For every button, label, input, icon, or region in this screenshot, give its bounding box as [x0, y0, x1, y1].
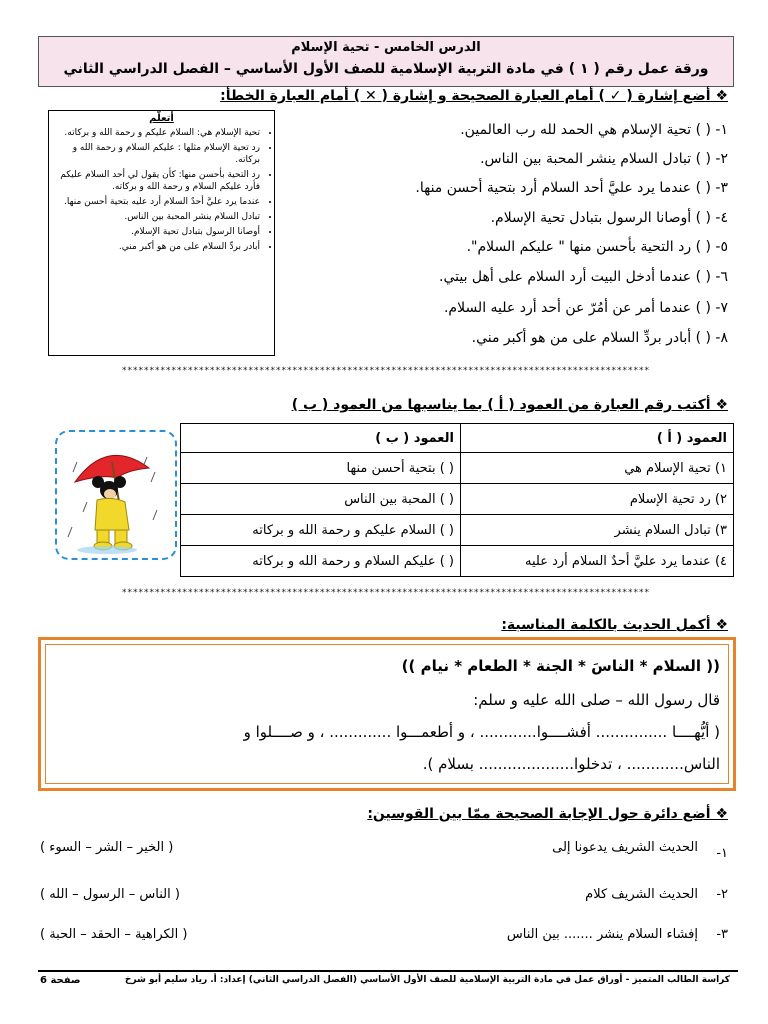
page-number: صفحة 6 — [40, 975, 81, 986]
learn-item: • تبادل السلام ينشر المحبة بين الناس. — [53, 211, 260, 223]
mc-question-text: إفشاء السلام ينشر ....... بين الناس — [506, 927, 698, 942]
section3-title: ❖ أكمل الحديث بالكلمة المناسبة: — [501, 617, 728, 633]
col-a-header: العمود ( أ ) — [461, 424, 734, 453]
tf-item-number: ٨- — [715, 330, 728, 346]
footer-text: كراسة الطالب المتميز - أوراق عمل في مادة التربية الإسلامية للصف الأول الأساسي (الفصل الدراسي الثاني) إعداد: أ. رياد سليم أبو شرخ — [124, 975, 730, 985]
col-b-cell[interactable]: ( ) المحبة بين الناس — [181, 484, 461, 515]
learn-list — [49, 127, 274, 253]
tf-item-number: ٧- — [715, 300, 728, 316]
tf-item-text[interactable]: ( ) عندما يرد عليَّ أحد السلام أرد بتحية أحسن منها. — [415, 180, 711, 196]
tf-item-number: ١- — [715, 122, 728, 138]
table-row — [181, 484, 734, 515]
table-row — [181, 515, 734, 546]
col-b-header: العمود ( ب ) — [181, 424, 461, 453]
mc-question-number: ٢- — [716, 887, 728, 902]
match-table — [180, 423, 734, 577]
tf-item-number: ٦- — [715, 269, 728, 285]
tf-item-text[interactable]: ( ) أوصانا الرسول بتبادل تحية الإسلام. — [490, 210, 711, 226]
mc-choices[interactable]: ( الكراهية – الحقد – الحبة ) — [40, 927, 188, 942]
learn-box — [48, 110, 275, 356]
word-bank: (( السلام * الناسَ * الجنة * الطعام * نيام )) — [401, 657, 720, 675]
tf-item-text[interactable]: ( ) تحية الإسلام هي الحمد لله رب العالمين. — [460, 122, 711, 138]
learn-item: • أبادر بردِّ السلام على من هو أكبر مني. — [53, 241, 260, 253]
tf-item-number: ٤- — [715, 210, 728, 226]
tf-item-text[interactable]: ( ) عندما أدخل البيت أرد السلام على أهل بيتي. — [439, 269, 711, 285]
tf-item — [444, 300, 728, 316]
col-a-cell: ١) تحية الإسلام هي — [461, 453, 734, 484]
learn-box-title: أتعلّم — [149, 113, 174, 124]
tf-item-number: ٢- — [715, 151, 728, 167]
tf-item — [472, 330, 728, 346]
hadith-box — [38, 637, 736, 791]
col-a-cell: ٢) رد تحية الإسلام — [461, 484, 734, 515]
cartoon-illustration-icon — [57, 432, 175, 558]
col-a-cell: ٣) تبادل السلام ينشر — [461, 515, 734, 546]
mc-choices[interactable]: ( الناس – الرسول – الله ) — [40, 887, 180, 902]
lesson-title: الدرس الخامس - تحية الإسلام — [291, 40, 481, 55]
mc-question-text: الحديث الشريف يدعونا إلى — [552, 840, 698, 855]
table-header-row — [181, 424, 734, 453]
col-a-cell: ٤) عندما يرد عليَّ أحدٌ السلام أرد عليه — [461, 546, 734, 577]
worksheet-title: ورقة عمل رقم ( ١ ) في مادة التربية الإسلامية للصف الأول الأساسي – الفصل الدراسي الثاني — [63, 61, 709, 77]
mc-choices[interactable]: ( الخير – الشر – السوء ) — [40, 840, 174, 855]
col-b-cell[interactable]: ( ) السلام عليكم و رحمة الله و بركاته — [181, 515, 461, 546]
tf-item — [491, 210, 728, 226]
table-row — [181, 453, 734, 484]
tf-item-text[interactable]: ( ) أبادر بردِّ السلام على من هو أكبر مني. — [471, 330, 711, 346]
tf-item — [467, 239, 728, 255]
learn-item: • تحية الإسلام هي: السلام عليكم و رحمة الله و بركاته. — [53, 127, 260, 139]
footer-divider — [38, 970, 738, 972]
table-row — [181, 546, 734, 577]
hadith-line[interactable]: ( أيُّهــــا ............... أفشــــوا............ ، و أطعمـــوا ............. ، و صــــلوا و — [243, 723, 720, 741]
tf-item-text[interactable]: ( ) رد التحية بأحسن منها " عليكم السلام". — [466, 239, 711, 255]
tf-item-number: ٥- — [715, 239, 728, 255]
tf-item — [460, 122, 728, 138]
col-b-cell[interactable]: ( ) بتحية أحسن منها — [181, 453, 461, 484]
section2-title: ❖ أكتب رقم العبارة من العمود ( أ ) بما يناسبها من العمود ( ب ) — [291, 397, 728, 413]
learn-item: • رد تحية الإسلام مثلها : عليكم السلام و رحمة الله و بركاته. — [53, 142, 260, 166]
learn-item: • رد التحية بأحسن منها: كأن يقول لي أحد السلام عليكم فأرد عليكم السلام و رحمة الله و بركاته. — [53, 169, 260, 193]
hadith-line[interactable]: الناس............ ، تدخلوا.................... بسلام ). — [422, 755, 720, 773]
tf-item — [480, 151, 728, 167]
learn-item: • أوصانا الرسول بتبادل تحية الإسلام. — [53, 226, 260, 238]
tf-item — [415, 180, 728, 196]
col-b-cell[interactable]: ( ) عليكم السلام و رحمة الله و بركاته — [181, 546, 461, 577]
tf-item — [439, 269, 728, 285]
worksheet-header — [38, 36, 734, 87]
separator: ************************************************************************************************ — [122, 366, 650, 376]
tf-item-text[interactable]: ( ) عندما أمر عن أمُرّ عن أحد أرد عليه السلام. — [443, 300, 711, 316]
tf-item-number: ٣- — [715, 180, 728, 196]
mc-question-text: الحديث الشريف كلام — [585, 887, 698, 902]
learn-item: • عندما يرد عليَّ أحدٌ السلام أرد عليه بتحية أحسن منها. — [53, 196, 260, 208]
mc-question-number: ١- — [716, 846, 728, 861]
section1-title: ❖ أضع إشارة ( ✓ ) أمام العبارة الصحيحة و إشارة ( ✕ ) أمام العبارة الخطأ: — [220, 88, 728, 104]
mickey-umbrella-image — [55, 430, 177, 560]
mc-question-number: ٣- — [716, 927, 728, 942]
tf-item-text[interactable]: ( ) تبادل السلام ينشر المحبة بين الناس. — [480, 151, 711, 167]
footer — [40, 975, 730, 985]
section4-title: ❖ أضع دائرة حول الإجابة الصحيحة ممّا بين القوسين: — [367, 806, 728, 822]
separator: ************************************************************************************************ — [122, 588, 650, 598]
hadith-intro: قال رسول الله – صلى الله عليه و سلم: — [473, 691, 720, 709]
